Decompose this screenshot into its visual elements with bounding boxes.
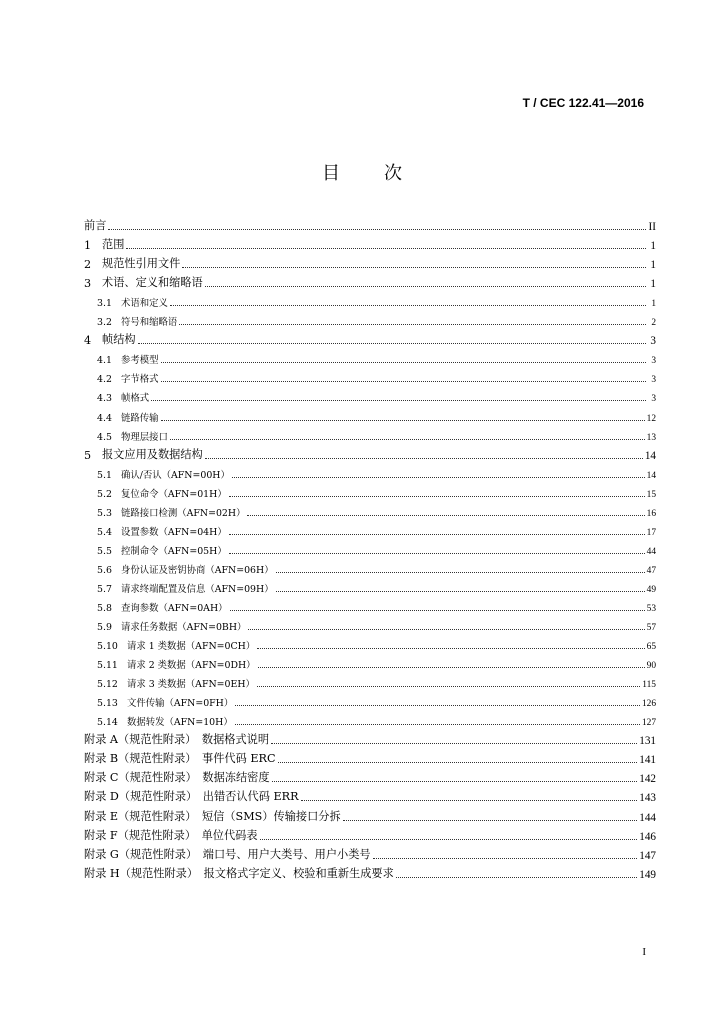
toc-entry-number: 5.4 xyxy=(97,526,112,538)
toc-entry-title: 附录 C（规范性附录） 数据冻结密度 xyxy=(84,771,270,785)
dot-leader xyxy=(161,420,645,421)
toc-entry-title: 控制命令（AFN=05H） xyxy=(121,545,227,557)
toc-entry-page: II xyxy=(648,221,656,234)
toc-entry-number: 3.1 xyxy=(97,298,112,310)
dot-leader xyxy=(151,400,646,401)
toc-entry-title: 复位命令（AFN=01H） xyxy=(121,488,227,500)
page-title xyxy=(0,159,724,185)
toc-entry-page: 144 xyxy=(639,811,656,824)
toc-entry-number: 5.7 xyxy=(97,583,112,595)
toc-entry-page: 141 xyxy=(639,754,656,767)
toc-entry-page: 14 xyxy=(646,470,656,481)
toc-entry[interactable] xyxy=(84,576,656,595)
title-char-2: 次 xyxy=(384,163,402,184)
toc-entry[interactable] xyxy=(84,271,656,290)
toc-entry-page: 1 xyxy=(650,278,656,291)
toc-entry-title: 身份认证及密钥协商（AFN=06H） xyxy=(121,564,274,576)
dot-leader xyxy=(276,591,645,592)
toc-entry-title: 前言 xyxy=(84,219,107,233)
toc-entry-number: 5 xyxy=(84,448,92,462)
toc-entry-title: 请求 2 类数据（AFN=0DH） xyxy=(127,660,256,672)
toc-entry[interactable] xyxy=(84,671,656,690)
toc-entry-number: 5.12 xyxy=(97,679,118,691)
toc-entry-title: 链路传输 xyxy=(121,412,159,424)
dot-leader xyxy=(272,781,638,782)
toc-entry-number: 5.14 xyxy=(97,717,118,729)
toc-entry-number: 4.1 xyxy=(97,355,112,367)
toc-entry[interactable] xyxy=(84,862,656,881)
toc-entry-number: 5.10 xyxy=(97,641,118,653)
toc-entry[interactable] xyxy=(84,500,656,519)
toc-entry-title: 请求任务数据（AFN=0BH） xyxy=(121,622,247,634)
toc-entry-title: 附录 B（规范性附录） 事件代码 ERC xyxy=(84,752,276,766)
toc-entry-page: 13 xyxy=(646,432,656,443)
toc-entry-title: 文件传输（AFN=0FH） xyxy=(127,698,234,710)
dot-leader xyxy=(229,534,645,535)
toc-entry-page: 3 xyxy=(651,356,656,367)
dot-leader xyxy=(247,515,644,516)
dot-leader xyxy=(170,305,646,306)
toc-entry[interactable] xyxy=(84,652,656,671)
toc-entry-title: 确认/否认（AFN=00H） xyxy=(121,469,230,481)
toc-entry[interactable] xyxy=(84,766,656,785)
dot-leader xyxy=(229,496,645,497)
dot-leader xyxy=(161,381,646,382)
toc-entry-number: 5.8 xyxy=(97,602,112,614)
toc-entry-page: 65 xyxy=(646,642,656,653)
title-char-1: 目 xyxy=(322,163,340,184)
toc-entry[interactable] xyxy=(84,843,656,862)
toc-entry-page: 146 xyxy=(639,830,656,843)
toc-entry-page: 3 xyxy=(651,375,656,386)
toc-entry-page: 147 xyxy=(639,849,656,862)
toc-entry[interactable] xyxy=(84,804,656,823)
toc-entry-page: 57 xyxy=(646,623,656,634)
toc-entry-page: 44 xyxy=(646,546,656,557)
dot-leader xyxy=(396,877,637,878)
toc-entry[interactable] xyxy=(84,252,656,271)
toc-entry-page: 131 xyxy=(639,735,656,748)
toc-entry-number: 5.3 xyxy=(97,507,112,519)
dot-leader xyxy=(271,743,637,744)
toc-entry[interactable] xyxy=(84,709,656,728)
toc-entry[interactable] xyxy=(84,690,656,709)
toc-entry-page: 12 xyxy=(646,413,656,424)
toc-entry[interactable] xyxy=(84,824,656,843)
toc-entry-number: 5.2 xyxy=(97,488,112,500)
toc-entry-page: 1 xyxy=(650,240,656,253)
toc-entry-page: 49 xyxy=(646,584,656,595)
toc-entry-title: 字节格式 xyxy=(121,374,159,386)
toc-entry[interactable] xyxy=(84,633,656,652)
toc-entry-number: 4.2 xyxy=(97,374,112,386)
toc-entry-page: 3 xyxy=(650,335,656,348)
toc-entry-page: 143 xyxy=(639,792,656,805)
toc-entry-page: 127 xyxy=(641,718,656,729)
toc-entry[interactable] xyxy=(84,557,656,576)
toc-entry-page: 2 xyxy=(651,318,656,329)
dot-leader xyxy=(235,724,640,725)
toc-entry-title: 请求 1 类数据（AFN=0CH） xyxy=(127,641,256,653)
toc-entry-page: 14 xyxy=(644,449,656,462)
toc-entry-page: 126 xyxy=(641,699,656,710)
toc-entry[interactable] xyxy=(84,443,656,462)
toc-entry[interactable] xyxy=(84,614,656,633)
toc-entry-title: 附录 E（规范性附录） 短信（SMS）传输接口分拆 xyxy=(84,809,341,823)
toc-entry-title: 附录 G（规范性附录） 端口号、用户大类号、用户小类号 xyxy=(84,847,371,861)
table-of-contents xyxy=(84,214,656,881)
dot-leader xyxy=(232,477,645,478)
toc-entry[interactable] xyxy=(84,290,656,309)
toc-entry-title: 请求终端配置及信息（AFN=09H） xyxy=(121,583,274,595)
toc-entry[interactable] xyxy=(84,519,656,538)
toc-entry-number: 4 xyxy=(84,334,92,348)
toc-entry[interactable] xyxy=(84,347,656,366)
toc-entry[interactable] xyxy=(84,309,656,328)
toc-entry-number: 4.5 xyxy=(97,431,112,443)
toc-entry-title: 物理层接口 xyxy=(121,431,168,443)
toc-entry-title: 帧结构 xyxy=(102,333,136,347)
toc-entry-title: 链路接口检测（AFN=02H） xyxy=(121,507,246,519)
dot-leader xyxy=(205,458,643,459)
toc-entry-page: 1 xyxy=(651,299,656,310)
toc-entry-title: 符号和缩略语 xyxy=(121,317,178,329)
dot-leader xyxy=(170,439,645,440)
toc-entry-number: 5.13 xyxy=(97,698,118,710)
dot-leader xyxy=(179,324,646,325)
toc-entry-title: 参考模型 xyxy=(121,355,159,367)
toc-entry[interactable] xyxy=(84,595,656,614)
toc-entry-number: 5.6 xyxy=(97,564,112,576)
toc-entry-number: 2 xyxy=(84,258,92,272)
toc-entry-title: 附录 H（规范性附录） 报文格式字定义、校验和重新生成要求 xyxy=(84,866,394,880)
toc-entry-number: 3 xyxy=(84,277,92,291)
toc-entry-page: 47 xyxy=(646,565,656,576)
dot-leader xyxy=(248,629,644,630)
toc-entry[interactable] xyxy=(84,233,656,252)
dot-leader xyxy=(301,800,638,801)
toc-entry[interactable] xyxy=(84,424,656,443)
toc-entry-title: 数据转发（AFN=10H） xyxy=(127,717,233,729)
toc-entry[interactable] xyxy=(84,785,656,804)
toc-entry-title: 规范性引用文件 xyxy=(102,257,181,271)
toc-entry[interactable] xyxy=(84,538,656,557)
toc-entry-page: 149 xyxy=(639,868,656,881)
toc-entry-number: 3.2 xyxy=(97,317,112,329)
dot-leader xyxy=(278,762,638,763)
toc-entry[interactable] xyxy=(84,385,656,404)
toc-entry-title: 设置参数（AFN=04H） xyxy=(121,526,227,538)
dot-leader xyxy=(258,667,645,668)
toc-entry-page: 90 xyxy=(646,661,656,672)
toc-entry-title: 附录 D（规范性附录） 出错否认代码 ERR xyxy=(84,790,299,804)
toc-entry-number: 5.11 xyxy=(97,660,118,672)
toc-entry-title: 术语、定义和缩略语 xyxy=(102,276,203,290)
toc-entry-number: 5.5 xyxy=(97,545,112,557)
toc-entry-page: 17 xyxy=(646,527,656,538)
dot-leader xyxy=(257,648,644,649)
dot-leader xyxy=(235,705,640,706)
toc-entry-page: 16 xyxy=(646,508,656,519)
toc-entry-title: 附录 F（规范性附录） 单位代码表 xyxy=(84,828,258,842)
dot-leader xyxy=(205,286,646,287)
toc-entry-number: 4.3 xyxy=(97,393,112,405)
toc-entry-number: 5.9 xyxy=(97,622,112,634)
dot-leader xyxy=(229,553,645,554)
toc-entry-title: 请求 3 类数据（AFN=0EH） xyxy=(127,679,255,691)
toc-entry-page: 3 xyxy=(651,394,656,405)
toc-entry-page: 142 xyxy=(639,773,656,786)
dot-leader xyxy=(230,610,645,611)
toc-entry[interactable] xyxy=(84,728,656,747)
toc-entry-title: 术语和定义 xyxy=(121,298,168,310)
toc-entry-page: 1 xyxy=(650,259,656,272)
dot-leader xyxy=(373,858,638,859)
toc-entry-page: 15 xyxy=(646,489,656,500)
toc-entry-number: 4.4 xyxy=(97,412,112,424)
toc-entry-number: 5.1 xyxy=(97,469,112,481)
toc-entry[interactable] xyxy=(84,328,656,347)
toc-entry[interactable] xyxy=(84,214,656,233)
document-id: T / CEC 122.41—2016 xyxy=(522,96,644,110)
toc-entry-title: 帧格式 xyxy=(121,393,150,405)
toc-entry-number: 1 xyxy=(84,239,92,253)
toc-entry[interactable] xyxy=(84,747,656,766)
dot-leader xyxy=(138,343,646,344)
dot-leader xyxy=(260,839,638,840)
page-number: I xyxy=(642,946,646,958)
toc-entry-title: 范围 xyxy=(102,238,125,252)
dot-leader xyxy=(257,686,640,687)
toc-entry-page: 53 xyxy=(646,603,656,614)
toc-entry[interactable] xyxy=(84,404,656,423)
toc-entry-title: 查询参数（AFN=0AH） xyxy=(121,602,228,614)
toc-entry[interactable] xyxy=(84,462,656,481)
dot-leader xyxy=(276,572,645,573)
toc-entry-page: 115 xyxy=(642,680,656,691)
dot-leader xyxy=(182,267,646,268)
dot-leader xyxy=(343,820,638,821)
toc-entry-title: 附录 A（规范性附录） 数据格式说明 xyxy=(84,733,270,747)
dot-leader xyxy=(161,362,646,363)
toc-entry[interactable] xyxy=(84,481,656,500)
toc-entry-title: 报文应用及数据结构 xyxy=(102,447,203,461)
dot-leader xyxy=(126,248,646,249)
dot-leader xyxy=(108,229,646,230)
toc-entry[interactable] xyxy=(84,366,656,385)
